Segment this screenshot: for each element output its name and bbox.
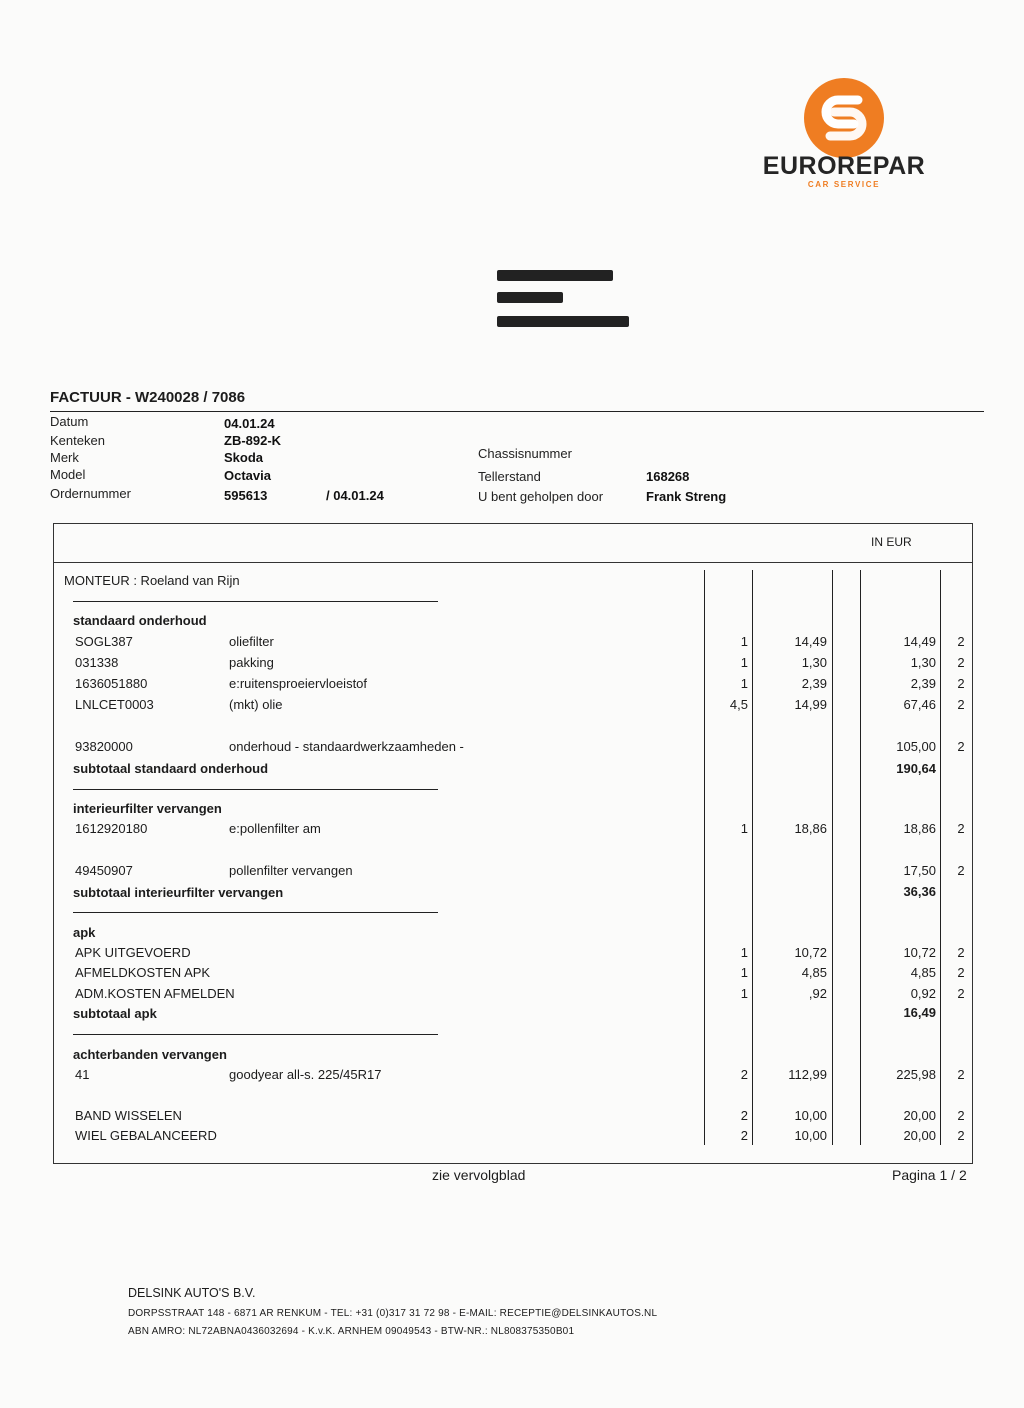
label-merk: Merk [50, 450, 79, 465]
line-total: 20,00 [903, 1108, 936, 1123]
article-description: pollenfilter vervangen [229, 863, 353, 878]
subtotal-label: subtotaal standaard onderhoud [73, 761, 269, 776]
quantity: 1 [740, 634, 748, 649]
quantity: 1 [740, 821, 748, 836]
subtotal-value: 190,64 [896, 761, 936, 776]
vat-code: 2 [957, 1108, 965, 1123]
value-model: Octavia [224, 468, 271, 483]
line-total: 4,85 [910, 965, 936, 980]
article-code: 031338 [75, 655, 119, 670]
unit-price: 10,00 [794, 1128, 827, 1143]
vat-code: 2 [957, 945, 965, 960]
section-heading: interieurfilter vervangen [73, 801, 222, 816]
logo-emblem-icon [804, 78, 884, 158]
value-datum: 04.01.24 [224, 416, 275, 431]
label-kenteken: Kenteken [50, 433, 105, 448]
vat-code: 2 [957, 1128, 965, 1143]
redacted-address-line [497, 270, 613, 281]
article-description: onderhoud - standaardwerkzaamheden - [229, 739, 464, 754]
line-total: 1,30 [910, 655, 936, 670]
unit-price: ,92 [808, 986, 827, 1001]
vat-code: 2 [957, 739, 965, 754]
unit-price: 2,39 [801, 676, 827, 691]
vat-code: 2 [957, 965, 965, 980]
article-code: WIEL GEBALANCEERD [75, 1128, 217, 1143]
quantity: 4,5 [729, 697, 748, 712]
article-code: AFMELDKOSTEN APK [75, 965, 211, 980]
footer-bank: ABN AMRO: NL72ABNA0436032694 - K.v.K. ARNHEM 09049543 - BTW-NR.: NL808375350B01 [128, 1326, 575, 1337]
quantity: 1 [740, 965, 748, 980]
section-heading: apk [73, 925, 96, 940]
vat-code: 2 [957, 655, 965, 670]
label-datum: Datum [50, 414, 89, 429]
quantity: 2 [740, 1108, 748, 1123]
section-divider [73, 601, 438, 602]
line-total: 14,49 [903, 634, 936, 649]
vat-code: 2 [957, 986, 965, 1001]
article-description: goodyear all-s. 225/45R17 [229, 1067, 382, 1082]
unit-price: 112,99 [788, 1067, 827, 1082]
invoice-title: FACTUUR - W240028 / 7086 [50, 389, 246, 406]
line-total: 67,46 [903, 697, 936, 712]
unit-price: 10,72 [794, 945, 827, 960]
label-ordernummer: Ordernummer [50, 486, 131, 501]
section-divider [73, 912, 438, 913]
subtotal-value: 36,36 [903, 884, 936, 899]
vat-code: 2 [957, 634, 965, 649]
logo-brand: EUROREPAR [762, 152, 926, 180]
vat-code: 2 [957, 676, 965, 691]
table-header-divider [53, 562, 973, 563]
label-tellerstand: Tellerstand [478, 469, 541, 484]
quantity: 1 [740, 655, 748, 670]
article-description: oliefilter [229, 634, 274, 649]
article-code: 1636051880 [75, 676, 148, 691]
label-geholpen-door: U bent geholpen door [478, 489, 604, 504]
line-total: 17,50 [903, 863, 936, 878]
column-divider [940, 570, 941, 1145]
value-orderdatum: / 04.01.24 [326, 488, 384, 503]
column-divider [832, 570, 833, 1145]
value-kenteken: ZB-892-K [224, 433, 282, 448]
article-code: LNLCET0003 [75, 697, 154, 712]
article-description: pakking [229, 655, 274, 670]
value-ordernummer: 595613 [224, 488, 268, 503]
redacted-address-line [497, 292, 563, 303]
title-divider [50, 411, 984, 412]
article-description: e:pollenfilter am [229, 821, 321, 836]
eurorepar-logo [760, 78, 930, 198]
subtotal-label: subtotaal apk [73, 1006, 157, 1021]
quantity: 1 [740, 945, 748, 960]
section-divider [73, 1034, 438, 1035]
article-description: (mkt) olie [229, 697, 283, 712]
article-code: 41 [75, 1067, 90, 1082]
section-heading: achterbanden vervangen [73, 1047, 227, 1062]
label-model: Model [50, 467, 86, 482]
unit-price: 14,49 [794, 634, 827, 649]
unit-price: 14,99 [794, 697, 827, 712]
value-merk: Skoda [224, 450, 264, 465]
section-divider [73, 789, 438, 790]
quantity: 1 [740, 676, 748, 691]
article-code: BAND WISSELEN [75, 1108, 182, 1123]
value-geholpen-door: Frank Streng [646, 489, 727, 504]
line-total: 10,72 [903, 945, 936, 960]
article-code: 49450907 [75, 863, 133, 878]
footer-company: DELSINK AUTO'S B.V. [128, 1286, 256, 1300]
page-number: Pagina 1 / 2 [892, 1167, 967, 1183]
article-code: 1612920180 [75, 821, 148, 836]
subtotal-value: 16,49 [903, 1005, 936, 1020]
continued-note: zie vervolgblad [432, 1167, 526, 1183]
unit-price: 4,85 [801, 965, 827, 980]
column-divider [752, 570, 753, 1145]
article-code: 93820000 [75, 739, 133, 754]
column-divider [860, 570, 861, 1145]
quantity: 1 [740, 986, 748, 1001]
quantity: 2 [740, 1067, 748, 1082]
article-code: ADM.KOSTEN AFMELDEN [75, 986, 235, 1001]
subtotal-label: subtotaal interieurfilter vervangen [73, 885, 284, 900]
vat-code: 2 [957, 697, 965, 712]
vat-code: 2 [957, 821, 965, 836]
article-code: SOGL387 [75, 634, 133, 649]
quantity: 2 [740, 1128, 748, 1143]
line-total: 105,00 [896, 739, 936, 754]
value-tellerstand: 168268 [646, 469, 690, 484]
vat-code: 2 [957, 1067, 965, 1082]
article-code: APK UITGEVOERD [75, 945, 191, 960]
footer-address: DORPSSTRAAT 148 - 6871 AR RENKUM - TEL: +31 (0)317 31 72 98 - E-MAIL: RECEPTIE@DELSINKAUTOS.NL [128, 1308, 658, 1319]
line-total: 18,86 [903, 821, 936, 836]
logo-tagline: CAR SERVICE [807, 180, 881, 189]
monteur: MONTEUR : Roeland van Rijn [64, 573, 240, 588]
line-total: 2,39 [910, 676, 936, 691]
currency-label: IN EUR [871, 535, 912, 549]
vat-code: 2 [957, 863, 965, 878]
unit-price: 1,30 [801, 655, 827, 670]
section-heading: standaard onderhoud [73, 613, 207, 628]
line-total: 225,98 [896, 1067, 936, 1082]
label-chassisnummer: Chassisnummer [478, 446, 572, 461]
redacted-address-line [497, 316, 629, 327]
line-total: 20,00 [903, 1128, 936, 1143]
line-total: 0,92 [910, 986, 936, 1001]
unit-price: 10,00 [794, 1108, 827, 1123]
unit-price: 18,86 [794, 821, 827, 836]
article-description: e:ruitensproeiervloeistof [229, 676, 368, 691]
